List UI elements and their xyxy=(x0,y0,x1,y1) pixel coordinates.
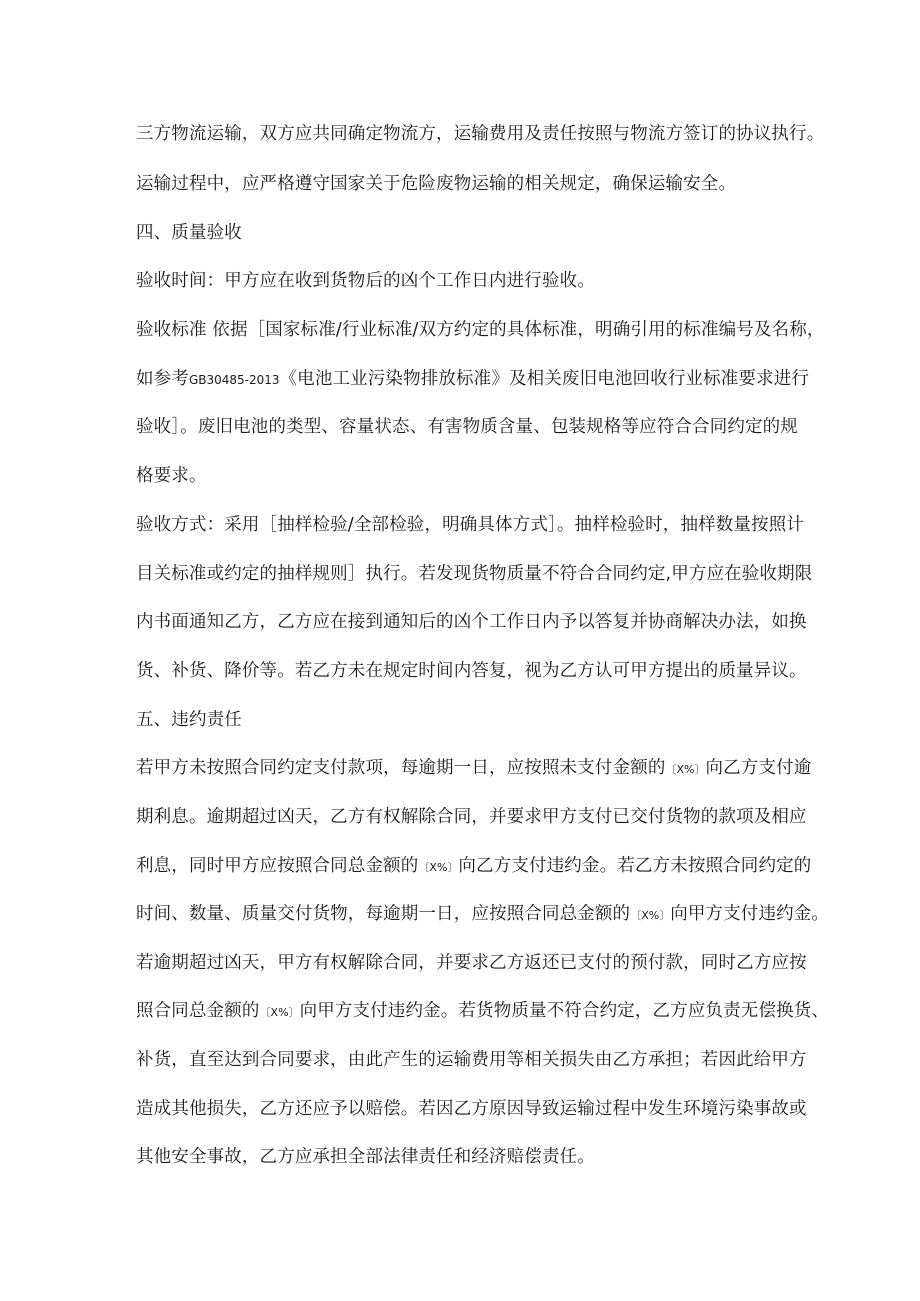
text-fragment: 时间、数量、质量交付货物，每逾期一日，应按照合同总金额的 xyxy=(136,904,631,924)
text-fragment: 利息，同时甲方应按照合同总金额的 xyxy=(136,856,419,876)
section-heading: 四、质量验收 xyxy=(136,223,242,243)
text-fragment: 向乙方支付违约金。若乙方未按照合同约定的 xyxy=(458,856,812,876)
text-fragment: 向甲方支付违约金。若货物质量不符合约定，乙方应负责无偿换货、 xyxy=(299,1001,830,1021)
text-fragment: 照合同总金额的 xyxy=(136,1001,260,1021)
paragraph-line: 期利息。逾期超过凶天，乙方有权解除合同，并要求甲方支付已交付货物的款项及相应 xyxy=(136,807,807,827)
paragraph-line xyxy=(136,902,829,928)
paragraph-line: 货、补货、降价等。若乙方未在规定时间内答复，视为乙方认可甲方提出的质量异议。 xyxy=(136,661,807,681)
paragraph-line: 目关标准或约定的抽样规则］执行。若发现货物质量不符合合同约定,甲方应在验收期限 xyxy=(136,564,813,584)
rate-placeholder: 〔X%〕 xyxy=(630,909,671,922)
paragraph-line xyxy=(136,854,811,880)
paragraph-line xyxy=(136,756,811,782)
paragraph-line: 造成其他损失，乙方还应予以赔偿。若因乙方原因导致运输过程中发生环境污染事故或 xyxy=(136,1099,807,1119)
paragraph-line xyxy=(136,999,829,1025)
paragraph-line: 若逾期超过凶天，甲方有权解除合同，并要求乙方返还已支付的预付款，同时乙方应按 xyxy=(136,953,807,973)
paragraph-line: 内书面通知乙方，乙方应在接到通知后的凶个工作日内予以答复并协商解决办法，如换 xyxy=(136,612,807,632)
text-fragment: 向甲方支付违约金。 xyxy=(670,904,830,924)
rate-placeholder: 〔X%〕 xyxy=(418,861,459,874)
paragraph-line xyxy=(136,367,809,392)
standard-code: GB30485-2013 xyxy=(188,373,280,387)
paragraph-line: 运输过程中，应严格遵守国家关于危险废物运输的相关规定，确保运输安全。 xyxy=(136,174,737,194)
section-heading: 五、违约责任 xyxy=(136,710,242,730)
paragraph-line: 验收］。废旧电池的类型、容量状态、有害物质含量、包装规格等应符合合同约定的规 xyxy=(136,417,798,437)
text-fragment: 如参考 xyxy=(136,369,189,389)
paragraph-line: 验收方式：采用［抽样检验/全部检验，明确具体方式］。抽样检验时，抽样数量按照计 xyxy=(136,515,804,535)
rate-placeholder: 〔X%〕 xyxy=(665,763,706,776)
text-fragment: 《电池工业污染物排放标准》及相关废旧电池回收行业标准要求进行 xyxy=(279,369,810,389)
paragraph-line: 验收标准 依据［国家标准/行业标准/双方约定的具体标准，明确引用的标准编号及名称， xyxy=(136,320,825,340)
paragraph-line: 其他安全事故，乙方应承担全部法律责任和经济赔偿责任。 xyxy=(136,1147,595,1167)
paragraph-line: 三方物流运输，双方应共同确定物流方，运输费用及责任按照与物流方签订的协议执行。 xyxy=(136,124,825,144)
rate-placeholder: 〔X%〕 xyxy=(259,1006,300,1019)
paragraph-line: 格要求。 xyxy=(136,466,207,486)
paragraph-line: 补货，直至达到合同要求，由此产生的运输费用等相关损失由乙方承担；若因此给甲方 xyxy=(136,1050,807,1070)
text-fragment: 若甲方未按照合同约定支付款项，每逾期一日，应按照未支付金额的 xyxy=(136,758,666,778)
text-fragment: 向乙方支付逾 xyxy=(705,758,812,778)
paragraph-line: 验收时间：甲方应在收到货物后的凶个工作日内进行验收。 xyxy=(136,271,595,291)
